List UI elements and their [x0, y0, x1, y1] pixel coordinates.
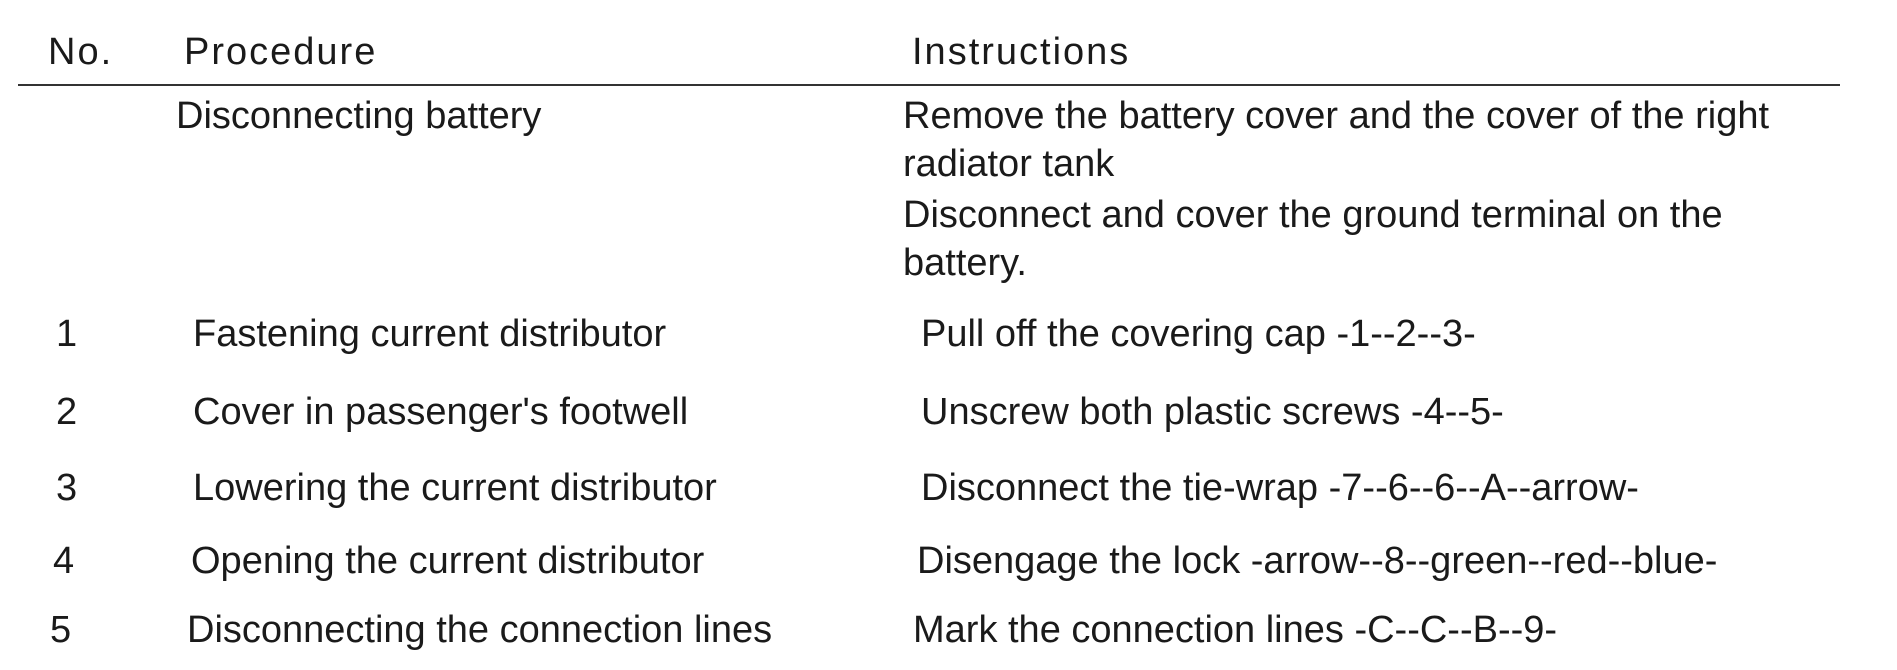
row-4-instruction: Disengage the lock -arrow--8--green--red--blue- [917, 540, 1718, 582]
row-1-instruction: Pull off the covering cap -1--2--3- [921, 313, 1476, 355]
row-3-procedure: Lowering the current distributor [193, 467, 717, 509]
header-divider [18, 84, 1840, 86]
row-2-procedure: Cover in passenger's footwell [193, 391, 689, 433]
row-2-no: 2 [56, 391, 78, 433]
row-0-instruction-line-3: Disconnect and cover the ground terminal on the [903, 194, 1723, 236]
row-3-no: 3 [56, 467, 78, 509]
row-5-procedure: Disconnecting the connection lines [187, 609, 773, 651]
row-4-no: 4 [53, 540, 75, 582]
row-0-instruction-line-2: radiator tank [903, 143, 1115, 185]
row-0-instruction-line-4: battery. [903, 242, 1027, 284]
row-2-instruction: Unscrew both plastic screws -4--5- [921, 391, 1504, 433]
header-instructions: Instructions [912, 31, 1131, 73]
row-1-no: 1 [56, 313, 78, 355]
row-0-instruction-line-1: Remove the battery cover and the cover of the right [903, 95, 1770, 137]
header-no: No. [48, 31, 114, 73]
row-3-instruction: Disconnect the tie-wrap -7--6--6--A--arrow- [921, 467, 1639, 509]
row-1-procedure: Fastening current distributor [193, 313, 667, 355]
row-0-procedure: Disconnecting battery [176, 95, 542, 137]
row-5-instruction: Mark the connection lines -C--C--B--9- [913, 609, 1558, 651]
header-procedure: Procedure [184, 31, 378, 73]
row-5-no: 5 [50, 609, 72, 651]
row-4-procedure: Opening the current distributor [191, 540, 705, 582]
